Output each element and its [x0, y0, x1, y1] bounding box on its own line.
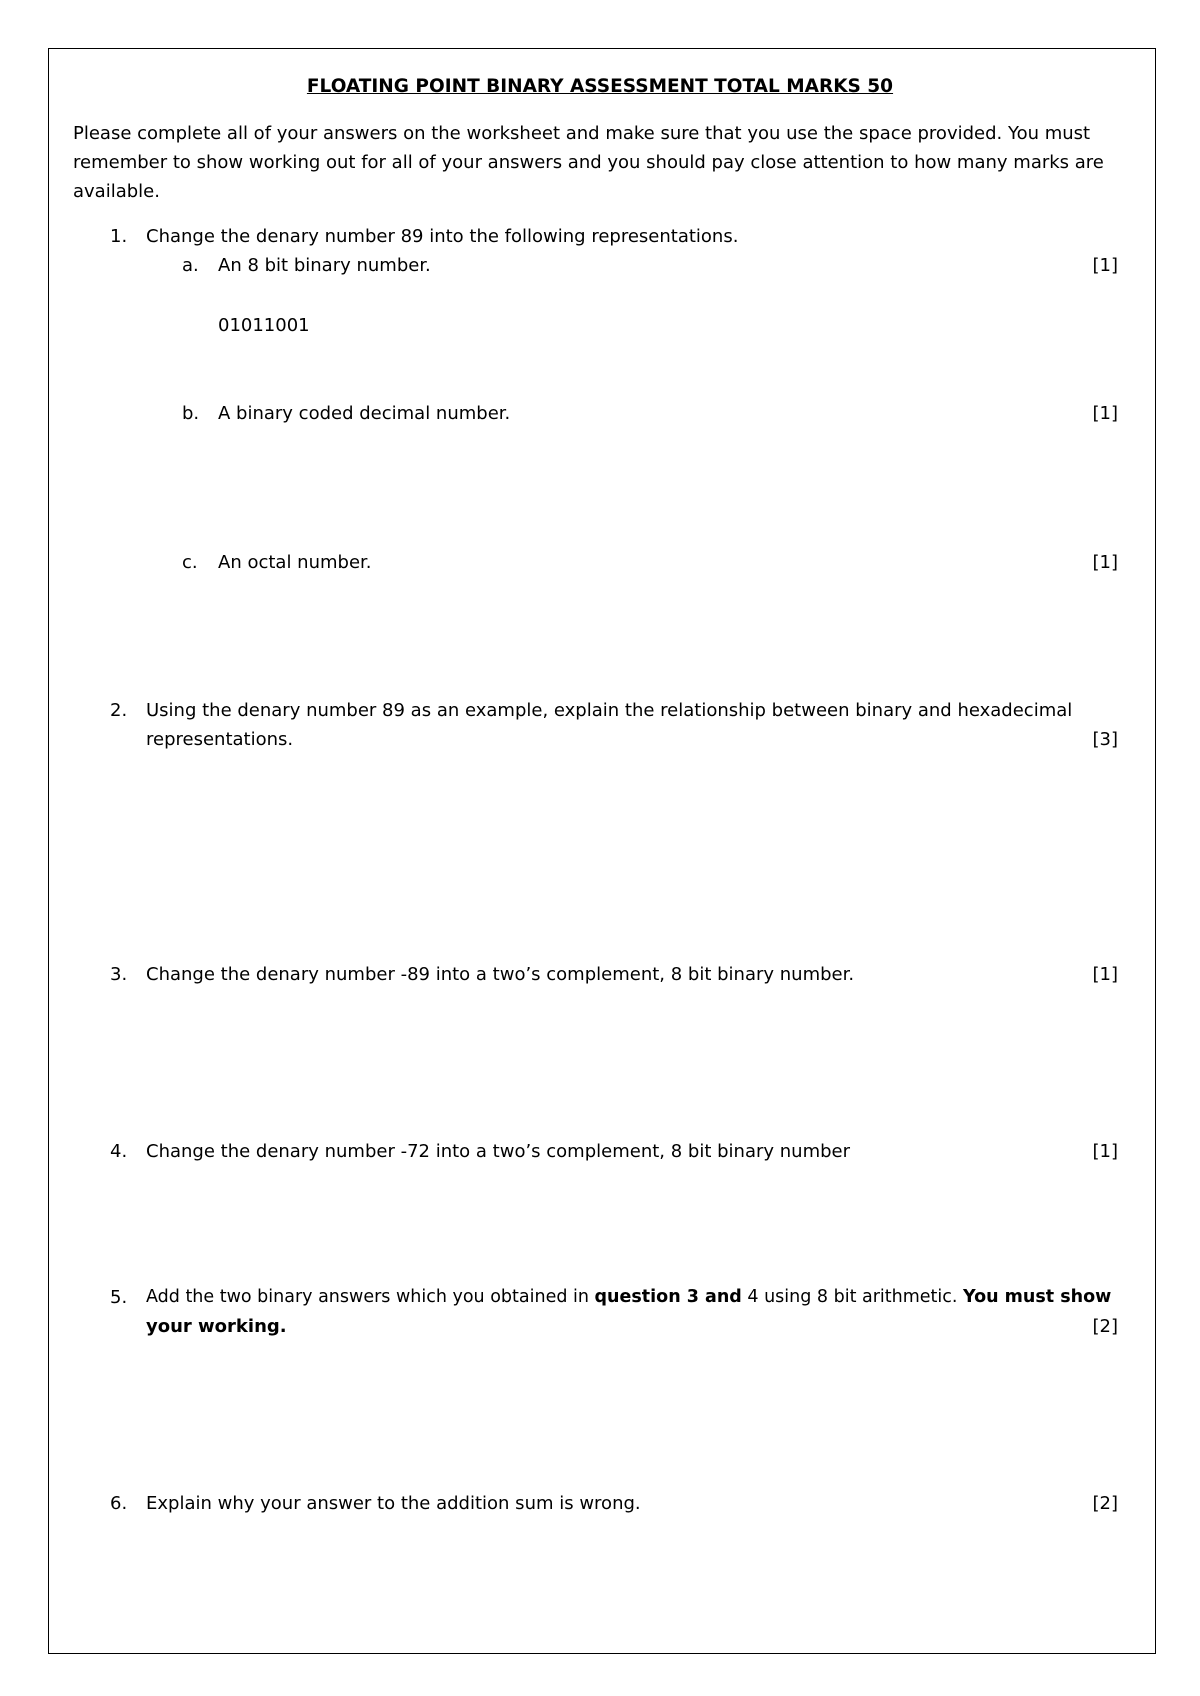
q1c-text: An octal number.	[218, 552, 372, 573]
q1b-text: A binary coded decimal number.	[218, 403, 511, 424]
worksheet-border	[48, 48, 1156, 1654]
q3-text: Change the denary number -89 into a two’s complement, 8 bit binary number.	[146, 964, 855, 985]
q1a-answer: 01011001	[218, 315, 310, 336]
q6-number: 6.	[110, 1493, 128, 1514]
q2-marks: [3]	[1092, 729, 1118, 750]
q1-text: Change the denary number 89 into the following representations.	[146, 226, 739, 247]
q6-marks: [2]	[1092, 1493, 1118, 1514]
q5-text-part-1: Add the two binary answers which you obtained in	[146, 1287, 595, 1307]
q1-number: 1.	[110, 226, 128, 247]
q1a-text: An 8 bit binary number.	[218, 255, 431, 276]
q1a-label: a.	[182, 255, 199, 276]
q4-marks: [1]	[1092, 1141, 1118, 1162]
q5-text-line-1	[146, 1283, 1111, 1312]
q2-number: 2.	[110, 700, 128, 721]
q1c-marks: [1]	[1092, 552, 1118, 573]
intro-line-3: available.	[73, 181, 160, 202]
q5-text-part-2: 4 using 8 bit arithmetic.	[741, 1287, 964, 1307]
q4-text: Change the denary number -72 into a two’s complement, 8 bit binary number	[146, 1141, 851, 1162]
q2-text-line-1: Using the denary number 89 as an example, explain the relationship between binary and hexadecimal	[146, 700, 1073, 721]
q1c-label: c.	[182, 552, 198, 573]
q1b-marks: [1]	[1092, 403, 1118, 424]
q3-number: 3.	[110, 964, 128, 985]
q5-bold-instruction: You must show	[963, 1287, 1112, 1307]
q1b-label: b.	[182, 403, 200, 424]
intro-line-2: remember to show working out for all of your answers and you should pay close attention to how many marks are	[73, 152, 1104, 173]
q5-number: 5.	[110, 1287, 128, 1308]
intro-line-1: Please complete all of your answers on the worksheet and make sure that you use the space provided. You must	[73, 123, 1091, 144]
q2-text-line-2: representations.	[146, 729, 294, 750]
q5-text-line-2: your working.	[146, 1316, 287, 1337]
q6-text: Explain why your answer to the addition sum is wrong.	[146, 1493, 641, 1514]
q3-marks: [1]	[1092, 964, 1118, 985]
page-title: FLOATING POINT BINARY ASSESSMENT TOTAL MARKS 50	[306, 76, 894, 97]
q5-bold-question-ref: question 3 and	[594, 1287, 742, 1307]
q5-marks: [2]	[1092, 1316, 1118, 1337]
q1a-marks: [1]	[1092, 255, 1118, 276]
q4-number: 4.	[110, 1141, 128, 1162]
